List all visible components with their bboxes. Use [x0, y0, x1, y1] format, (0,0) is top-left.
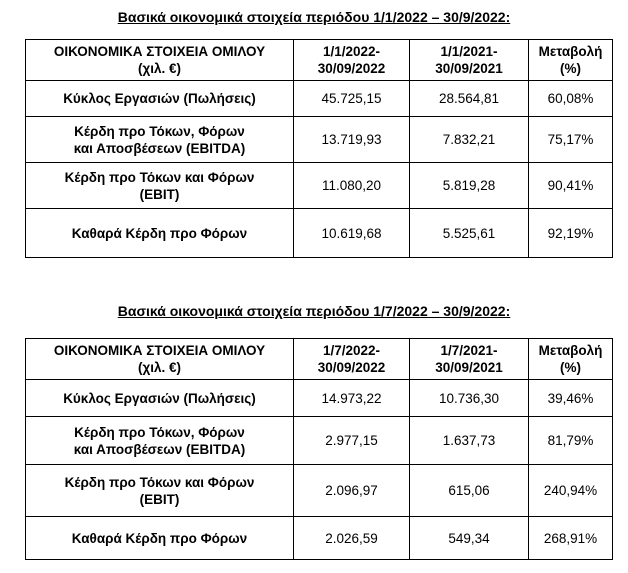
- financials-table-q3: [25, 338, 613, 560]
- row-label-line2: και Αποσβέσεων (EBITDA): [73, 140, 246, 156]
- header-label-line1: ΟΙΚΟΝΟΜΙΚΑ ΣΤΟΙΧΕΙΑ ΟΜΙΛΟΥ: [53, 343, 266, 358]
- header-label-cell: [26, 40, 294, 81]
- header-label-line2: (χιλ. €): [137, 61, 182, 76]
- table-row: [26, 209, 613, 258]
- header-change-line2: (%): [560, 360, 581, 375]
- row-label-line1: Κύκλος Εργασιών (Πωλήσεις): [63, 91, 256, 106]
- header-current-period-cell: [294, 339, 410, 380]
- header-prior-period-cell: [410, 339, 529, 380]
- row-label-cell: [26, 209, 294, 258]
- row-label-cell: [26, 81, 294, 117]
- row-label-cell: [26, 117, 294, 163]
- row-label-line2: και Αποσβέσεων (EBITDA): [73, 441, 246, 457]
- change-value-cell: 39,46%: [529, 380, 613, 417]
- change-value-cell: 60,08%: [529, 81, 613, 117]
- row-label-line1: Κύκλος Εργασιών (Πωλήσεις): [63, 390, 256, 406]
- table-row: [26, 117, 613, 163]
- prior-value-cell: 28.564,81: [410, 81, 529, 117]
- row-label-line1: Κέρδη προ Τόκων και Φόρων: [64, 169, 255, 185]
- table-row: [26, 163, 613, 209]
- row-label-line2: (EBIT): [139, 186, 180, 202]
- header-change-line1: Μεταβολή: [538, 343, 603, 358]
- change-value-cell: 81,79%: [529, 417, 613, 465]
- prior-value-cell: 5.525,61: [410, 209, 529, 258]
- current-value-cell: 2.026,59: [294, 517, 410, 560]
- header-prior-period-line1: 1/1/2021-: [440, 44, 498, 59]
- section-title-ytd: Βασικά οικονομικά στοιχεία περιόδου 1/1/2022 – 30/9/2022:: [117, 9, 511, 25]
- header-change-cell: [529, 339, 613, 380]
- change-value-cell: 90,41%: [529, 163, 613, 209]
- current-value-cell: 2.096,97: [294, 465, 410, 517]
- prior-value-cell: 615,06: [410, 465, 529, 517]
- table-row: [26, 81, 613, 117]
- financials-table-ytd: [25, 39, 613, 258]
- change-value-cell: 75,17%: [529, 117, 613, 163]
- header-change-cell: [529, 40, 613, 81]
- header-current-period-line2: 30/09/2022: [317, 61, 386, 76]
- current-value-cell: 2.977,15: [294, 417, 410, 465]
- change-value-cell: 268,91%: [529, 517, 613, 560]
- row-label-line1: Καθαρά Κέρδη προ Φόρων: [71, 225, 248, 241]
- current-value-cell: 14.973,22: [294, 380, 410, 417]
- row-label-line2: (EBIT): [139, 491, 180, 507]
- row-label-cell: [26, 517, 294, 560]
- header-current-period-line1: 1/7/2022-: [322, 343, 381, 358]
- header-prior-period-line2: 30/09/2021: [435, 360, 503, 375]
- current-value-cell: 13.719,93: [294, 117, 410, 163]
- section-title-q3: Βασικά οικονομικά στοιχεία περιόδου 1/7/2022 – 30/9/2022:: [117, 303, 511, 319]
- row-label-cell: [26, 163, 294, 209]
- current-value-cell: 11.080,20: [294, 163, 410, 209]
- prior-value-cell: 7.832,21: [410, 117, 529, 163]
- prior-value-cell: 10.736,30: [410, 380, 529, 417]
- header-label-cell: [26, 339, 294, 380]
- header-label-line1: ΟΙΚΟΝΟΜΙΚΑ ΣΤΟΙΧΕΙΑ ΟΜΙΛΟΥ: [53, 44, 266, 59]
- table-header-row: [26, 339, 613, 380]
- row-label-line1: Κέρδη προ Τόκων και Φόρων: [64, 474, 255, 490]
- row-label-line1: Κέρδη προ Τόκων, Φόρων: [74, 424, 245, 440]
- header-current-period-line2: 30/09/2022: [317, 360, 386, 375]
- row-label-cell: [26, 417, 294, 465]
- prior-value-cell: 5.819,28: [410, 163, 529, 209]
- row-label-cell: [26, 380, 294, 417]
- header-label-line2: (χιλ. €): [137, 360, 182, 375]
- row-label-line1: Κέρδη προ Τόκων, Φόρων: [74, 123, 245, 139]
- current-value-cell: 10.619,68: [294, 209, 410, 258]
- change-value-cell: 240,94%: [529, 465, 613, 517]
- table-row: [26, 465, 613, 517]
- table-row: [26, 417, 613, 465]
- header-prior-period-line2: 30/09/2021: [435, 61, 503, 76]
- header-change-line1: Μεταβολή: [538, 44, 603, 59]
- row-label-line1: Καθαρά Κέρδη προ Φόρων: [71, 530, 248, 546]
- header-prior-period-line1: 1/7/2021-: [440, 343, 498, 358]
- header-change-line2: (%): [560, 61, 581, 76]
- current-value-cell: 45.725,15: [294, 81, 410, 117]
- prior-value-cell: 1.637,73: [410, 417, 529, 465]
- table-row: [26, 380, 613, 417]
- header-current-period-line1: 1/1/2022-: [322, 44, 381, 59]
- row-label-cell: [26, 465, 294, 517]
- table-header-row: [26, 40, 613, 81]
- prior-value-cell: 549,34: [410, 517, 529, 560]
- table-row: [26, 517, 613, 560]
- header-prior-period-cell: [410, 40, 529, 81]
- header-current-period-cell: [294, 40, 410, 81]
- change-value-cell: 92,19%: [529, 209, 613, 258]
